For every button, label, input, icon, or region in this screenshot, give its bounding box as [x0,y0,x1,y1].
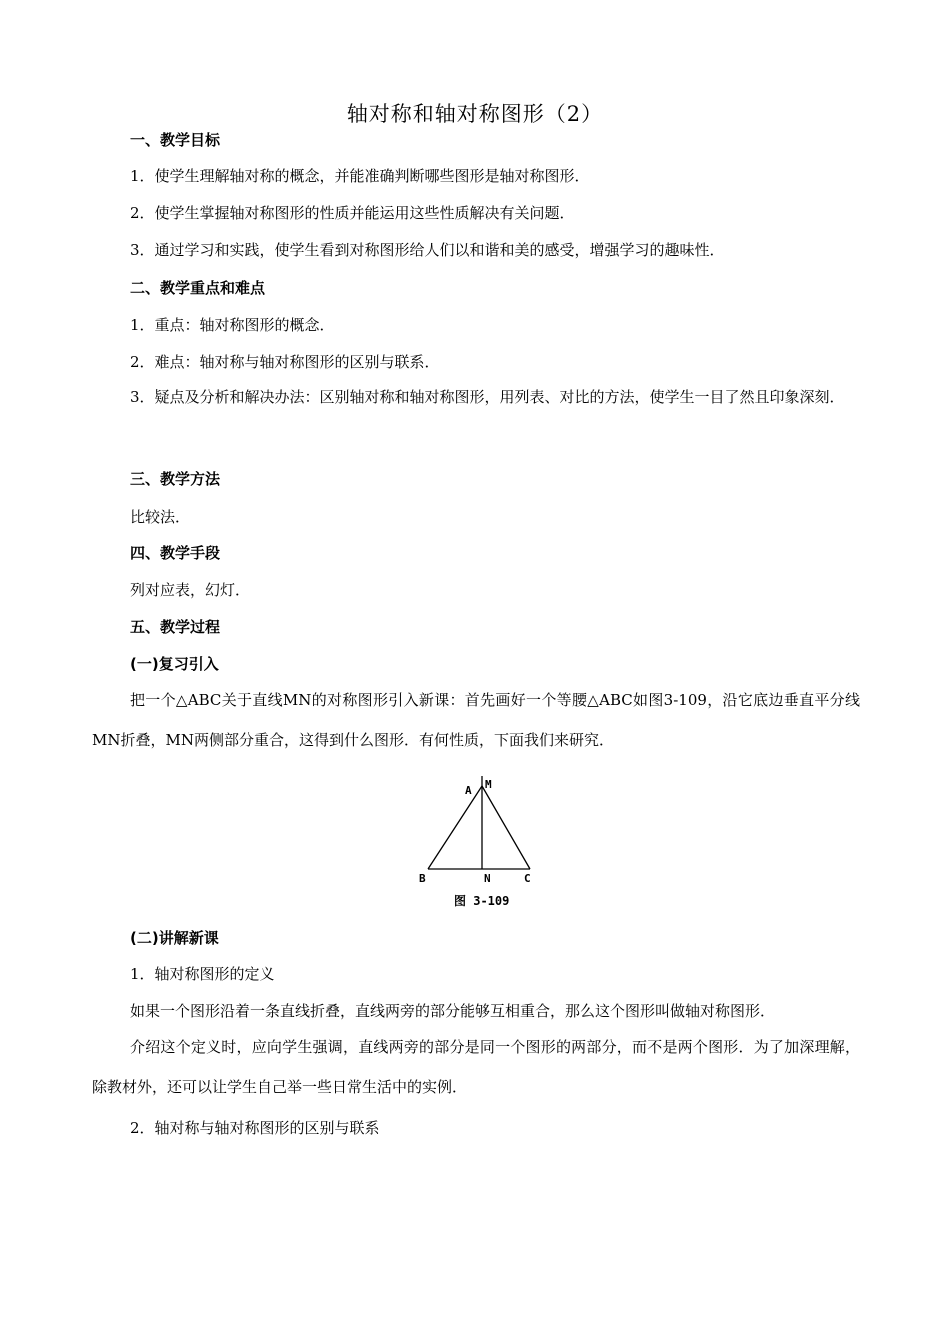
key-point-item-2: 2．难点：轴对称与轴对称图形的区别与联系． [130,353,440,371]
review-paragraph: 把一个△ABC关于直线MN的对称图形引入新课：首先画好一个等腰△ABC如图3-109，沿它底边垂直平分线MN折叠，MN两侧部分重合，这得到什么图形．有何性质，下面我们来研究． [92,691,860,749]
subsection-heading-new-lesson: (二)讲解新课 [130,929,219,947]
section-heading-means: 四、教学手段 [130,544,221,562]
definition-paragraph: 如果一个图形沿着一条直线折叠，直线两旁的部分能够互相重合，那么这个图形叫做轴对称图形． [130,1002,776,1020]
objective-item-1: 1．使学生理解轴对称的概念，并能准确判断哪些图形是轴对称图形． [130,167,590,185]
new-lesson-item-2: 2．轴对称与轴对称图形的区别与联系 [130,1119,380,1137]
section-heading-objectives: 一、教学目标 [130,131,221,149]
objective-item-3: 3．通过学习和实践，使学生看到对称图形给人们以和谐和美的感受，增强学习的趣味性． [130,241,725,259]
triangle-diagram [412,772,542,912]
side-ac [482,786,530,869]
new-lesson-item-1: 1．轴对称图形的定义 [130,965,275,983]
methods-text: 比较法． [130,508,191,526]
figure-caption: 图 3-109 [454,894,510,908]
key-point-item-3: 3．疑点及分析和解决办法：区别轴对称和轴对称图形，用列表、对比的方法，使学生一目了然且印象深刻． [130,388,845,406]
label-a: A [465,784,472,797]
subsection-heading-review: (一)复习引入 [130,655,219,673]
label-m: M [485,778,492,791]
means-text: 列对应表，幻灯． [130,581,251,599]
objective-item-2: 2．使学生掌握轴对称图形的性质并能运用这些性质解决有关问题． [130,204,575,222]
section-heading-methods: 三、教学方法 [130,470,221,488]
triangle-figure [412,772,542,912]
section-heading-key-points: 二、教学重点和难点 [130,279,266,297]
explanation-paragraph: 介绍这个定义时，应向学生强调，直线两旁的部分是同一个图形的两部分，而不是两个图形．为了加深理解，除教材外，还可以让学生自己举一些日常生活中的实例． [92,1038,860,1096]
key-point-item-1: 1．重点：轴对称图形的概念． [130,316,335,334]
side-ab [428,786,482,869]
label-c: C [524,872,531,885]
label-n: N [484,872,491,885]
label-b: B [419,872,426,885]
section-heading-process: 五、教学过程 [130,618,221,636]
document-title: 轴对称和轴对称图形（2） [346,102,604,126]
